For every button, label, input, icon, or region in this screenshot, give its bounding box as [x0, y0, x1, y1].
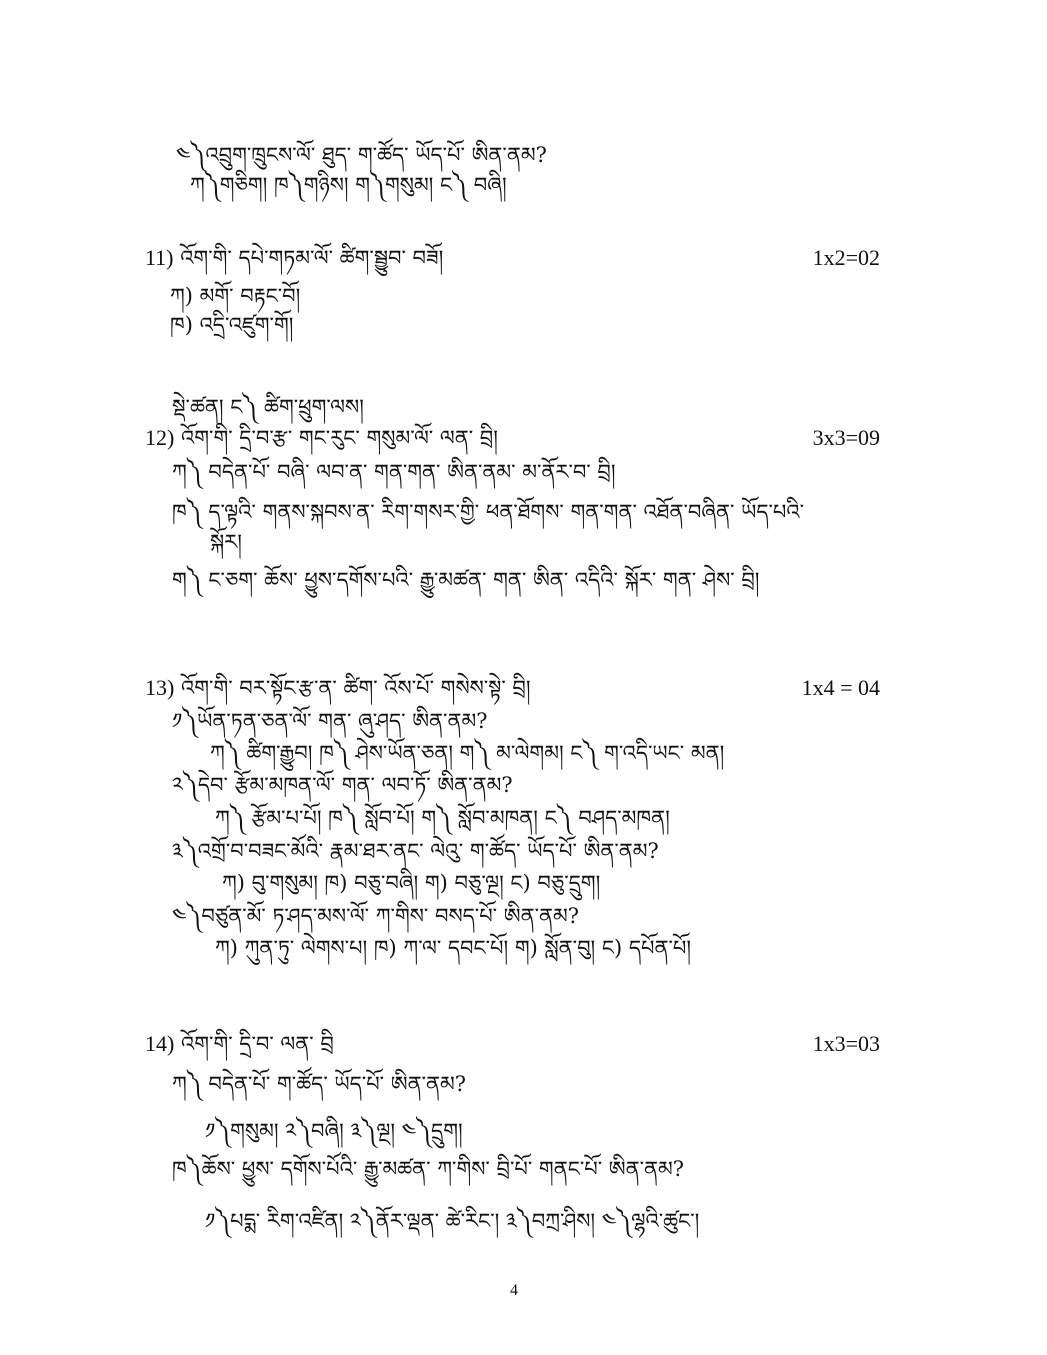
q14-options: ༡༽གསུམ། ༢༽བཞི། ༣༽ལྔ། ༤༽དྲུག།	[205, 1119, 463, 1143]
q13-marks: 1x4 = 04	[801, 675, 880, 700]
q14-options: ༡༽པདྨ་ རིག་འཛིན། ༢༽ནོར་ལྡན་ ཚེ་རིང་། ༣༽བཀྲ་ཤིས། ༤༽ལྷའི་ཚུང་།	[205, 1209, 700, 1233]
q11-heading	[145, 245, 443, 271]
q11-item: ཀ) མགོ་ བརྟང་བོ།	[170, 284, 301, 308]
q13-options: ཀ) ཀུན་ཏུ་ ལེགས་པ། ཁ) ཀ་ལ་ དབང་པོ། ག) སློན་བུ། ང) དཔོན་པོ།	[215, 936, 692, 960]
q11-item: ཁ) འདྲི་འཛུག་གོ།	[170, 313, 294, 337]
q13-question: ༢༽དེབ་ རྩོམ་མཁན་ལོ་ གན་ ལབ་ཏོ་ ཨིན་ནམ?	[172, 773, 513, 797]
q12-item: ཀ༽ བདེན་པོ་ བཞི་ ལབ་ན་ གན་གན་ ཨིན་ནམ་ མ་ནོར་བ་ བྲི།	[172, 460, 616, 484]
q10-4-question: ༤༽འབྲུག་ཁྲུངས་ལོ་ ཐུད་ ག་ཚོད་ ཡོད་པོ་ ཨིན་ནམ?	[176, 143, 547, 167]
section-heading: སྡེ་ཚན། ང༽ ཚིག་ཕྲུག་ལས།	[172, 395, 364, 419]
q13-options: ཀ༽ རྩོམ་པ་པོ། ཁ༽ སློབ་པོ། ག༽ སློབ་མཁན། ང༽ བཤད་མཁན།	[215, 806, 670, 830]
q13-question: ༣༽འགྲོ་བ་བཟང་མོའི་ རྣམ་ཐར་ནང་ ལེའུ་ ག་ཚོད་ ཡོད་པོ་ ཨིན་ནམ?	[172, 839, 659, 863]
q12-number: 12)	[145, 425, 175, 450]
q14-question: ཁ༽ཆོས་ ཕྱུས་ དགོས་པོའི་ རྒྱུ་མཚན་ ཀ་གིས་ བྲི་པོ་ གནང་པོ་ ཨིན་ནམ?	[172, 1157, 685, 1181]
q12-item-continued: སྐོར།	[210, 530, 242, 554]
q12-heading	[145, 425, 498, 451]
q14-question: ཀ༽ བདེན་པོ་ ག་ཚོད་ ཡོད་པོ་ ཨིན་ནམ?	[172, 1072, 466, 1096]
q11-number: 11)	[145, 245, 174, 270]
q12-marks: 3x3=09	[812, 425, 880, 450]
q13-heading	[145, 675, 531, 701]
q13-number: 13)	[145, 675, 175, 700]
q12-item: ག༽ ང་ཅག་ ཆོས་ ཕྱུས་དགོས་པའི་ རྒྱུ་མཚན་ གན་ ཨིན་ འདིའི་ སྐོར་ གན་ ཤེས་ བྲི།	[172, 568, 760, 592]
q14-number: 14)	[145, 1031, 175, 1056]
q10-4-options: ཀ༽གཅིག། ཁ༽གཉིས། ག༽གསུམ། ང༽ བཞི།	[190, 173, 507, 197]
q14-title: འོག་གི་ དྲི་བ་ ལན་ བྲི	[181, 1032, 334, 1056]
q13-options: ཀ༽ ཚིག་རྒྱུབ། ཁ༽ ཤེས་ཡོན་ཅན། ག༽ མ་ལེགམ། ང༽ ག་འདི་ཡང་ མན།	[210, 741, 725, 765]
q13-question: ༤༽བཙུན་མོ་ ཏ་ཤད་མས་ལོ་ ཀ་གིས་ བསད་པོ་ ཨིན་ནམ?	[172, 904, 579, 928]
q14-marks: 1x3=03	[812, 1031, 880, 1056]
q13-options: ཀ) བུ་གསུམ། ཁ) བཅུ་བཞི། ག) བཅུ་ལྔ། ང) བཅུ་དྲུག།	[222, 871, 601, 895]
q13-title: འོག་གི་ བར་སྟོང་རྩ་ན་ ཚིག་ འོས་པོ་ གསེས་སྟེ་ བྲི།	[181, 676, 531, 700]
q12-item: ཁ༽ ད་ལྟའི་ གནས་སྐབས་ན་ རིག་གསར་གྱི་ ཕན་ཐོགས་ གན་གན་ འཐོན་བཞིན་ ཡོད་པའི་	[172, 500, 805, 524]
q14-heading	[145, 1031, 334, 1057]
q11-title: འོག་གི་ དཔེ་གཏམ་ལོ་ ཚིག་སྦྱུབ་ བཟོ།	[180, 246, 444, 270]
q12-title: འོག་གི་ དྲི་བ་རྩ་ གང་རུང་ གསུམ་ལོ་ ལན་ བྲི།	[181, 426, 498, 450]
q11-marks: 1x2=02	[812, 245, 880, 270]
q13-question: ༡༽ཡོན་ཏན་ཅན་ལོ་ གན་ ཞུ་ཤད་ ཨིན་ནམ?	[172, 709, 488, 733]
page-number: 4	[510, 1282, 518, 1299]
